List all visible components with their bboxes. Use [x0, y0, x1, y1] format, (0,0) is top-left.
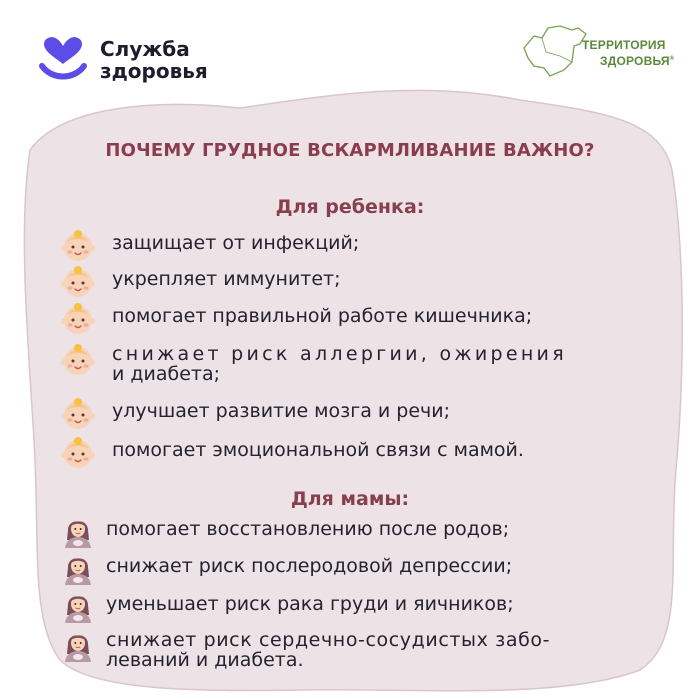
brand-name-line1: Служба: [100, 37, 190, 61]
mom-item-text: снижает риск послеродовой депрессии;: [106, 555, 513, 577]
brand-name-right-line1: ТЕРРИТОРИЯ: [582, 38, 666, 52]
heart-smile-icon: [38, 36, 88, 84]
child-item-text-continued: и диабета;: [112, 363, 221, 385]
baby-face-icon: [60, 301, 96, 337]
baby-face-icon: [60, 342, 96, 378]
brand-logo-right: [520, 22, 680, 80]
baby-face-icon: [60, 396, 96, 432]
mom-item-text: уменьшает риск рака груди и яичников;: [106, 593, 514, 615]
mother-icon: [62, 551, 94, 585]
child-section-heading: Для ребенка:: [275, 196, 425, 218]
child-item-text: укрепляет иммунитет;: [112, 268, 341, 290]
mom-item-text: помогает восстановлению после родов;: [106, 518, 510, 540]
brand-name-line2: здоровья: [100, 59, 208, 83]
baby-face-icon: [60, 435, 96, 471]
mother-icon: [62, 589, 94, 623]
brand-name-right-line2: ЗДОРОВЬЯ®: [600, 54, 675, 68]
child-item-text: защищает от инфекций;: [112, 232, 360, 254]
mom-item-text-continued: леваний и диабета.: [106, 649, 304, 671]
child-item-text: помогает эмоциональной связи с мамой.: [112, 439, 524, 461]
mother-icon: [62, 514, 94, 548]
child-item-text: улучшает развитие мозга и речи;: [112, 400, 451, 422]
child-item-text: помогает правильной работе кишечника;: [112, 305, 533, 327]
baby-face-icon: [60, 264, 96, 300]
mom-section-heading: Для мамы:: [290, 488, 410, 510]
map-outline-icon: [520, 22, 590, 80]
mother-icon: [62, 628, 94, 662]
registered-mark: ®: [669, 56, 675, 62]
mom-item-text: снижает риск сердечно-сосудистых забо-: [106, 629, 551, 651]
baby-face-icon: [60, 228, 96, 264]
page-title: ПОЧЕМУ ГРУДНОЕ ВСКАРМЛИВАНИЕ ВАЖНО?: [105, 140, 595, 161]
brand-logo-left: [38, 36, 208, 84]
child-item-text: снижает риск аллергии, ожирения: [112, 343, 567, 365]
brand-name-left: [100, 38, 208, 82]
